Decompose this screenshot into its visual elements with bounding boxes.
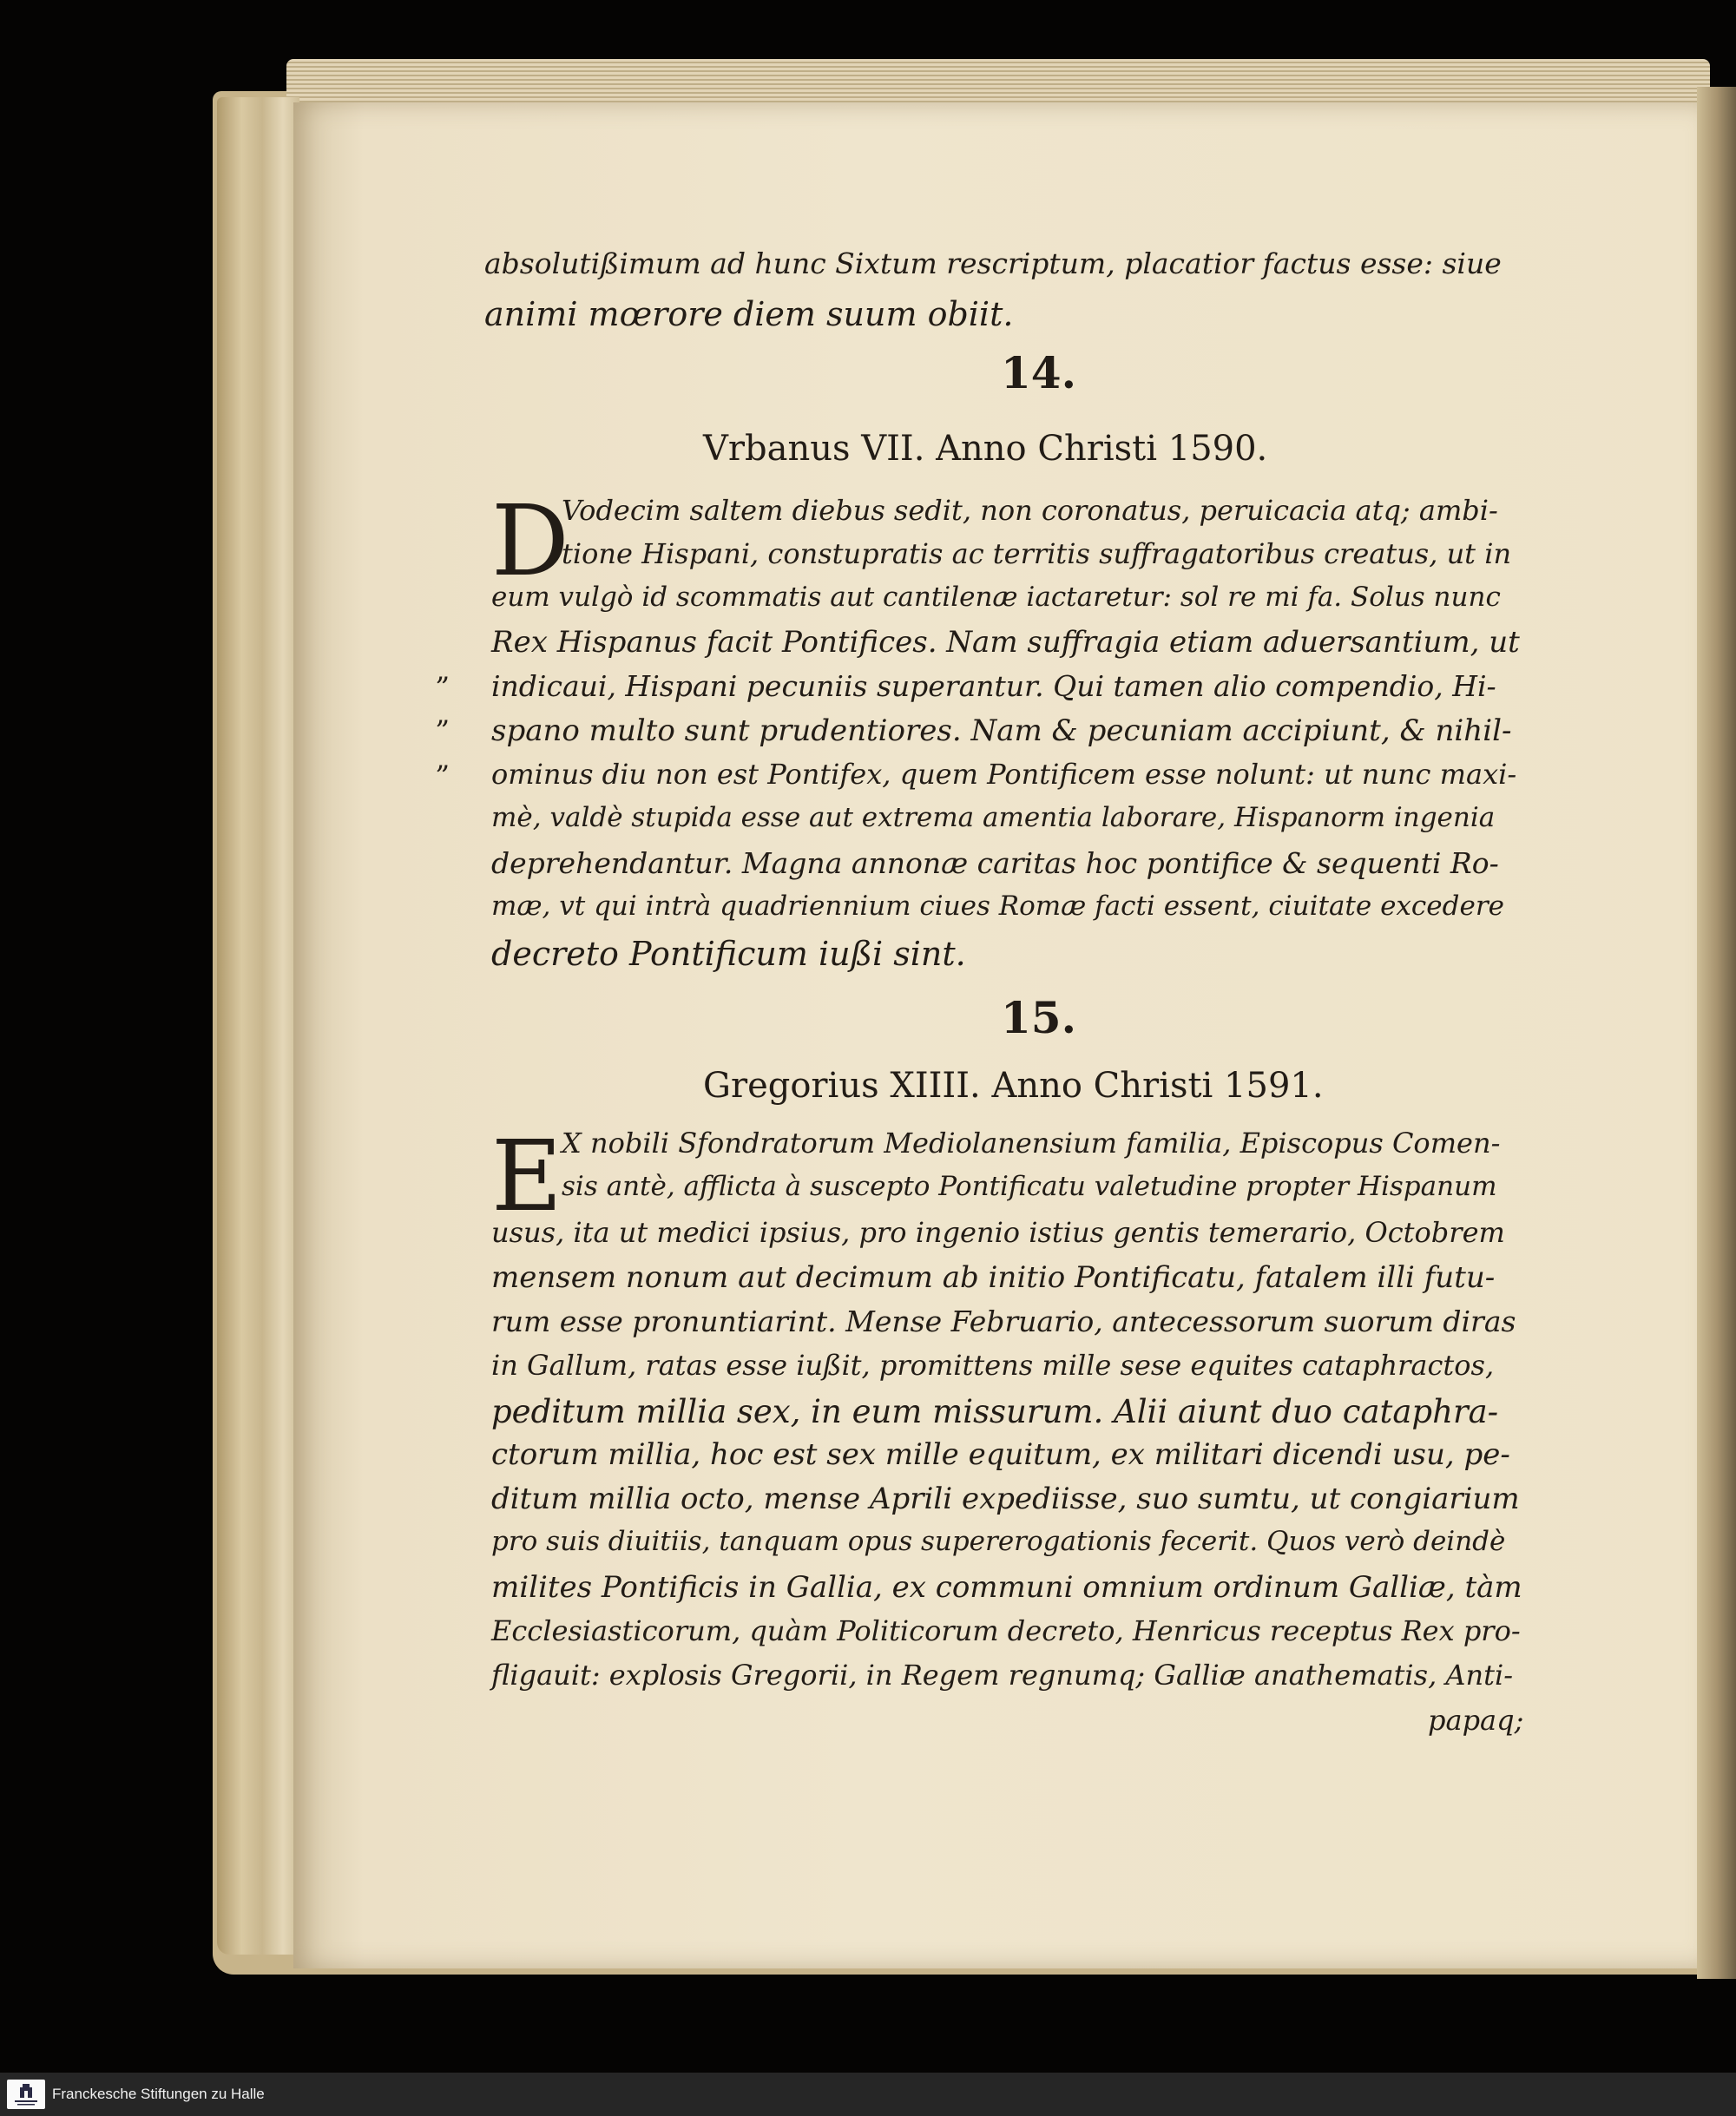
text-line: sis antè, afflicta à suscepto Pontificatu valetudine propter Hispanum <box>562 1171 1497 1202</box>
book-gutter <box>1697 87 1736 1979</box>
text-line: ominus diu non est Pontifex, quem Pontificem esse nolunt: ut nunc maxi- <box>491 758 1517 791</box>
text-line: peditum millia sex, in eum missurum. Alii aiunt duo cataphra- <box>491 1393 1499 1430</box>
text-line: X nobili Sfondratorum Mediolanensium familia, Episcopus Comen- <box>562 1127 1501 1160</box>
text-line: fligauit: explosis Gregorii, in Regem regnumq; Galliæ anathematis, Anti- <box>491 1659 1514 1692</box>
section-number: 15. <box>1001 992 1076 1043</box>
margin-quote-mark: „ <box>436 742 450 775</box>
margin-quote-mark: „ <box>436 697 450 730</box>
footer-label: Franckesche Stiftungen zu Halle <box>52 2086 265 2102</box>
text-line: Vodecim saltem diebus sedit, non coronatus, peruicacia atq; ambi- <box>562 494 1498 527</box>
margin-quote-mark: „ <box>436 654 450 687</box>
text-line: animi mœrore diem suum obiit. <box>484 295 1014 333</box>
text-line: eum vulgò id scommatis aut cantilenæ iactaretur: sol re mi fa. Solus nunc <box>491 582 1501 613</box>
section-heading: Gregorius XIIII. Anno Christi 1591. <box>703 1066 1324 1106</box>
text-line: rum esse pronuntiarint. Mense Februario, antecessorum suorum diras <box>491 1304 1516 1338</box>
drop-capital: E <box>491 1120 562 1233</box>
viewer-footer <box>0 2073 1736 2116</box>
text-line: decreto Pontificum iußi sint. <box>491 935 966 973</box>
text-line: spano multo sunt prudentiores. Nam & pecuniam accipiunt, & nihil- <box>491 713 1512 748</box>
text-line: indicaui, Hispani pecuniis superantur. Qui tamen alio compendio, Hi- <box>491 669 1496 703</box>
institution-logo <box>7 2080 45 2109</box>
text-line: ctorum millia, hoc est sex mille equitum, ex militari dicendi usu, pe- <box>491 1437 1510 1472</box>
text-line: in Gallum, ratas esse iußit, promittens mille sese equites cataphractos, <box>491 1349 1495 1382</box>
section-number: 14. <box>1001 347 1076 398</box>
text-line: usus, ita ut medici ipsius, pro ingenio istius gentis temerario, Octobrem <box>491 1216 1505 1249</box>
text-line: Rex Hispanus facit Pontifices. Nam suffragia etiam aduersantium, ut <box>491 625 1520 660</box>
drop-capital: D <box>491 485 569 598</box>
text-line: mè, valdè stupida esse aut extrema amentia laborare, Hispanorm ingenia <box>491 802 1496 833</box>
page-stack-left-edge <box>217 97 299 1955</box>
text-line: pro suis diuitiis, tanquam opus supererogationis fecerit. Quos verò deindè <box>491 1526 1506 1557</box>
text-line: mensem nonum aut decimum ab initio Pontificatu, fatalem illi futu- <box>491 1260 1496 1295</box>
text-line: absolutißimum ad hunc Sixtum rescriptum, placatior factus esse: siue <box>484 246 1502 280</box>
text-line: milites Pontificis in Gallia, ex communi omnium ordinum Galliæ, tàm <box>491 1570 1522 1605</box>
section-heading: Vrbanus VII. Anno Christi 1590. <box>703 429 1268 469</box>
text-line: deprehendantur. Magna annonæ caritas hoc pontifice & sequenti Ro- <box>491 846 1499 880</box>
text-line: tione Hispani, constupratis ac territis suffragatoribus creatus, ut in <box>562 537 1512 570</box>
text-line: ditum millia octo, mense Aprili expediisse, suo sumtu, ut congiarium <box>491 1482 1520 1516</box>
text-line: mæ, vt qui intrà quadriennium ciues Romæ facti essent, ciuitate excedere <box>491 890 1504 922</box>
text-line: Ecclesiasticorum, quàm Politicorum decreto, Henricus receptus Rex pro- <box>491 1614 1521 1647</box>
catchword: papaq; <box>1428 1704 1524 1737</box>
